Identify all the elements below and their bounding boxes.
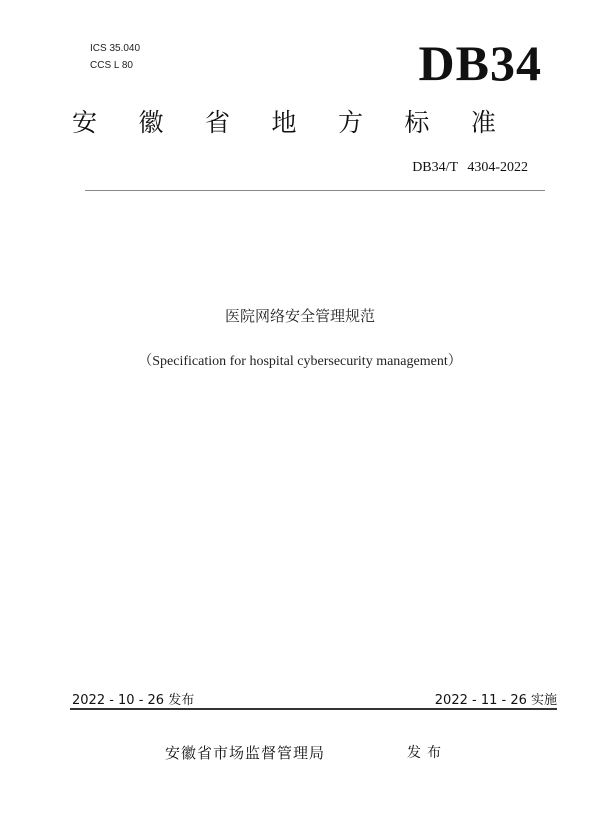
issue-date: 2022 - 10 - 26 发布 bbox=[72, 693, 195, 708]
standard-number: DB34/T 4304-2022 bbox=[412, 160, 528, 175]
standard-type-char: 方 bbox=[337, 108, 363, 137]
issuing-authority: 安徽省市场监督管理局 bbox=[165, 744, 326, 762]
issuer-action: 发布 bbox=[407, 745, 447, 761]
standard-type-char: 徽 bbox=[138, 108, 164, 137]
standard-type-char: 安 bbox=[72, 108, 98, 137]
footer-divider bbox=[70, 708, 557, 710]
ccs-code: CCS L 80 bbox=[90, 60, 133, 71]
standard-logo: DB34 bbox=[418, 35, 542, 91]
standard-type-char: 标 bbox=[404, 108, 430, 137]
standard-type-title bbox=[72, 110, 496, 135]
header-divider bbox=[85, 190, 545, 191]
implementation-date: 2022 - 11 - 26 实施 bbox=[434, 693, 557, 708]
document-title: 医院网络安全管理规范 bbox=[224, 307, 375, 325]
document-subtitle: （Specification for hospital cybersecurity management） bbox=[138, 354, 462, 369]
ics-code: ICS 35.040 bbox=[90, 43, 141, 54]
standard-type-char: 准 bbox=[470, 108, 496, 137]
standard-type-char: 省 bbox=[204, 108, 230, 137]
standard-type-char: 地 bbox=[271, 108, 297, 137]
